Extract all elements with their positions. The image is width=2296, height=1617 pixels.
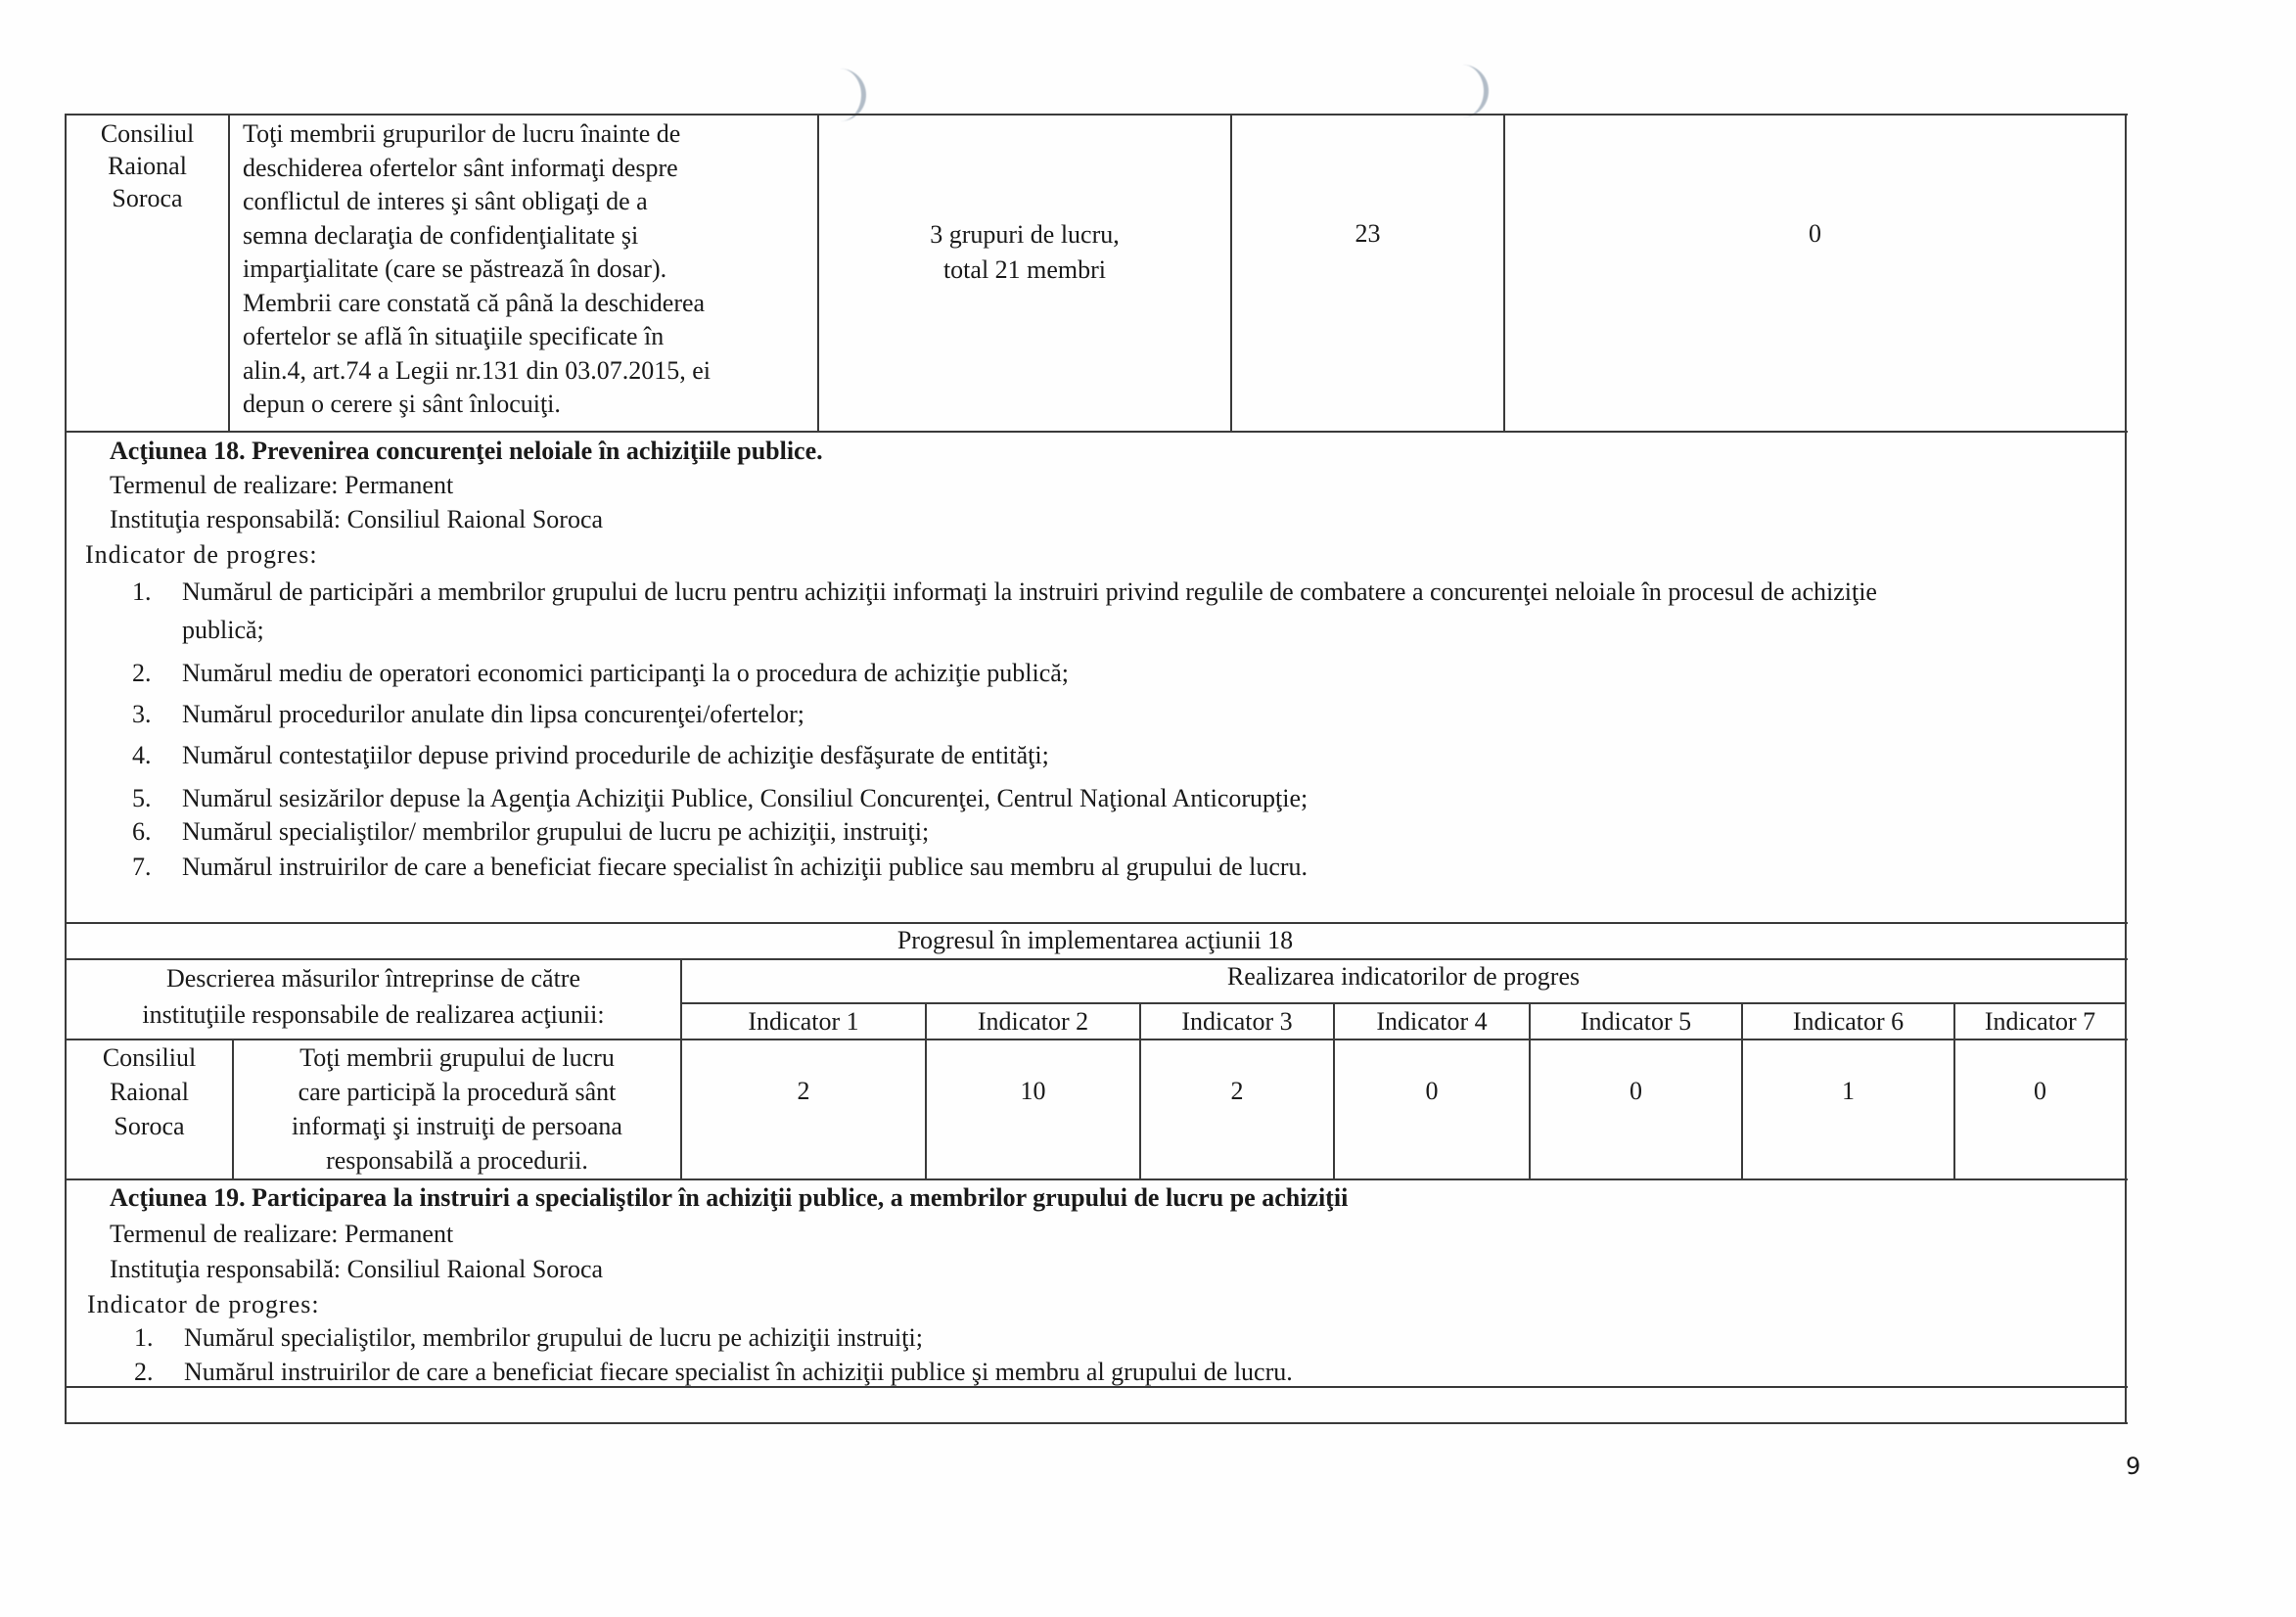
indicator-header-1: Indicator 1 xyxy=(748,1007,859,1036)
indicator-value-4: 0 xyxy=(1425,1077,1439,1105)
divider xyxy=(228,114,230,432)
indicator-header-2: Indicator 2 xyxy=(977,1007,1089,1036)
description-line: semna declaraţia de confidenţialitate şi xyxy=(243,220,639,250)
indicator-number: 3. xyxy=(132,700,152,728)
indicator-value-6: 1 xyxy=(1842,1077,1855,1105)
description-line: Membrii care constată că până la deschiderea xyxy=(243,288,706,317)
measure-line: informaţi şi instruiţi de persoana xyxy=(292,1112,622,1140)
groups-cell xyxy=(819,217,1230,288)
institution-line: Consiliul xyxy=(100,119,195,148)
indicator-text: Numărul sesizărilor depuse la Agenţia Achiziţii Publice, Consiliul Concurenţei, Centrul Naţional Anticorupţie; xyxy=(182,784,1309,812)
divider xyxy=(1230,114,1232,432)
divider xyxy=(65,1178,2128,1180)
indicator-text: Numărul contestaţiilor depuse privind procedurile de achiziţie desfăşurate de entităţi; xyxy=(182,741,1049,769)
desc-header-line: Descrierea măsurilor întreprinse de către xyxy=(165,964,580,993)
indicator-number: 2. xyxy=(134,1358,154,1386)
action18-indicator-label: Indicator de progres: xyxy=(85,540,318,569)
divider xyxy=(65,431,2128,433)
description-cell xyxy=(243,117,711,422)
measure-line: Toţi membrii grupului de lucru xyxy=(299,1043,615,1072)
action19-indicator-label: Indicator de progres: xyxy=(87,1290,320,1318)
institution-line: Raional xyxy=(108,152,187,180)
action19-deadline: Termenul de realizare: Permanent xyxy=(110,1220,454,1248)
table-border-left xyxy=(65,114,67,1424)
indicator-value-1: 2 xyxy=(797,1077,810,1105)
progress18-institution xyxy=(67,1040,232,1143)
indicator-value-7: 0 xyxy=(2034,1077,2046,1105)
groups-line: 3 grupuri de lucru, xyxy=(930,220,1120,249)
indicator-value-5: 0 xyxy=(1630,1077,1642,1105)
indicator-number: 2. xyxy=(132,659,152,687)
progress18-measure xyxy=(234,1040,680,1178)
groups-line: total 21 membri xyxy=(942,255,1107,284)
indicator-number: 1. xyxy=(134,1323,154,1352)
progress18-desc-header xyxy=(67,960,680,1033)
description-line: imparţialitate (care se păstrează în dosar). xyxy=(243,254,667,283)
divider xyxy=(1503,114,1505,432)
action19-institution: Instituţia responsabilă: Consiliul Raional Soroca xyxy=(110,1255,604,1283)
indicator-value-3: 2 xyxy=(1230,1077,1244,1105)
institution-line: Soroca xyxy=(112,184,183,212)
indicator-text: Numărul specialiştilor, membrilor grupului de lucru pe achiziţii instruiţi; xyxy=(184,1323,923,1352)
value-cell: 0 xyxy=(1809,219,1821,248)
indicator-text: Numărul procedurilor anulate din lipsa concurenţei/ofertelor; xyxy=(182,700,805,728)
action18-deadline: Termenul de realizare: Permanent xyxy=(110,471,454,499)
description-line: Toţi membrii grupurilor de lucru înainte de xyxy=(243,119,681,148)
institution-line: Soroca xyxy=(114,1112,185,1140)
indicator-text: Numărul mediu de operatori economici participanţi la o procedura de achiziţie publică; xyxy=(182,659,1070,687)
action19-title: Acţiunea 19. Participarea la instruiri a specialiştilor în achiziţii publice, a membrilor grupului de lucru pe achiziţii xyxy=(110,1183,1349,1212)
indicator-text: Numărul instruirilor de care a beneficiat fiecare specialist în achiziţii publice şi membru al grupului de lucru. xyxy=(184,1358,1293,1386)
divider xyxy=(65,1386,2128,1388)
progress18-realization-header: Realizarea indicatorilor de progres xyxy=(1226,962,1581,991)
table-border-top xyxy=(65,114,2128,116)
indicator-number: 1. xyxy=(132,578,152,606)
indicator-number: 6. xyxy=(132,817,152,846)
indicator-header-6: Indicator 6 xyxy=(1792,1007,1905,1036)
indicator-text: Numărul de participări a membrilor grupului de lucru pentru achiziţii informaţi la instruiri privind regulile de combatere a concurenţei neloiale în procesul de achiziţie xyxy=(182,578,1877,606)
count-cell: 23 xyxy=(1355,219,1381,248)
indicator-number: 7. xyxy=(132,853,152,881)
indicator-value-2: 10 xyxy=(1020,1077,1046,1105)
progress18-title: Progresul în implementarea acţiunii 18 xyxy=(896,926,1294,954)
action18-title: Acţiunea 18. Prevenirea concurenţei neloiale în achiziţiile publice. xyxy=(110,437,823,465)
desc-header-line: instituţiile responsabile de realizarea acţiunii: xyxy=(142,1000,605,1029)
measure-line: care participă la procedură sânt xyxy=(298,1078,617,1106)
indicator-text: Numărul specialiştilor/ membrilor grupului de lucru pe achiziţii, instruiţi; xyxy=(182,817,930,846)
institution-line: Consiliul xyxy=(102,1043,197,1072)
indicator-header-4: Indicator 4 xyxy=(1376,1007,1488,1036)
table-border-right xyxy=(2125,114,2127,1424)
institution-cell xyxy=(67,117,228,214)
description-line: alin.4, art.74 a Legii nr.131 din 03.07.2015, ei xyxy=(243,355,712,385)
indicator-text-continued: publică; xyxy=(182,616,264,644)
table-border-bottom xyxy=(65,1422,2128,1424)
indicator-header-3: Indicator 3 xyxy=(1181,1007,1293,1036)
indicator-number: 5. xyxy=(132,784,152,812)
action18-institution: Instituţia responsabilă: Consiliul Raional Soroca xyxy=(110,505,604,533)
indicator-header-7: Indicator 7 xyxy=(1984,1007,2096,1036)
description-line: conflictul de interes şi sânt obligaţi de a xyxy=(243,187,648,215)
indicator-number: 4. xyxy=(132,741,152,769)
description-line: depun o cerere şi sânt înlocuiţi. xyxy=(243,390,561,418)
description-line: deschiderea ofertelor sânt informaţi despre xyxy=(243,153,678,182)
description-line: ofertelor se află în situaţiile specificate în xyxy=(243,322,665,350)
indicator-header-5: Indicator 5 xyxy=(1580,1007,1692,1036)
page-number: 9 xyxy=(2126,1453,2141,1480)
punch-hole-mark-right xyxy=(1462,65,1489,117)
institution-line: Raional xyxy=(110,1078,189,1106)
indicator-text: Numărul instruirilor de care a beneficiat fiecare specialist în achiziţii publice sau membru al grupului de lucru. xyxy=(182,853,1309,881)
measure-line: responsabilă a procedurii. xyxy=(326,1146,588,1175)
